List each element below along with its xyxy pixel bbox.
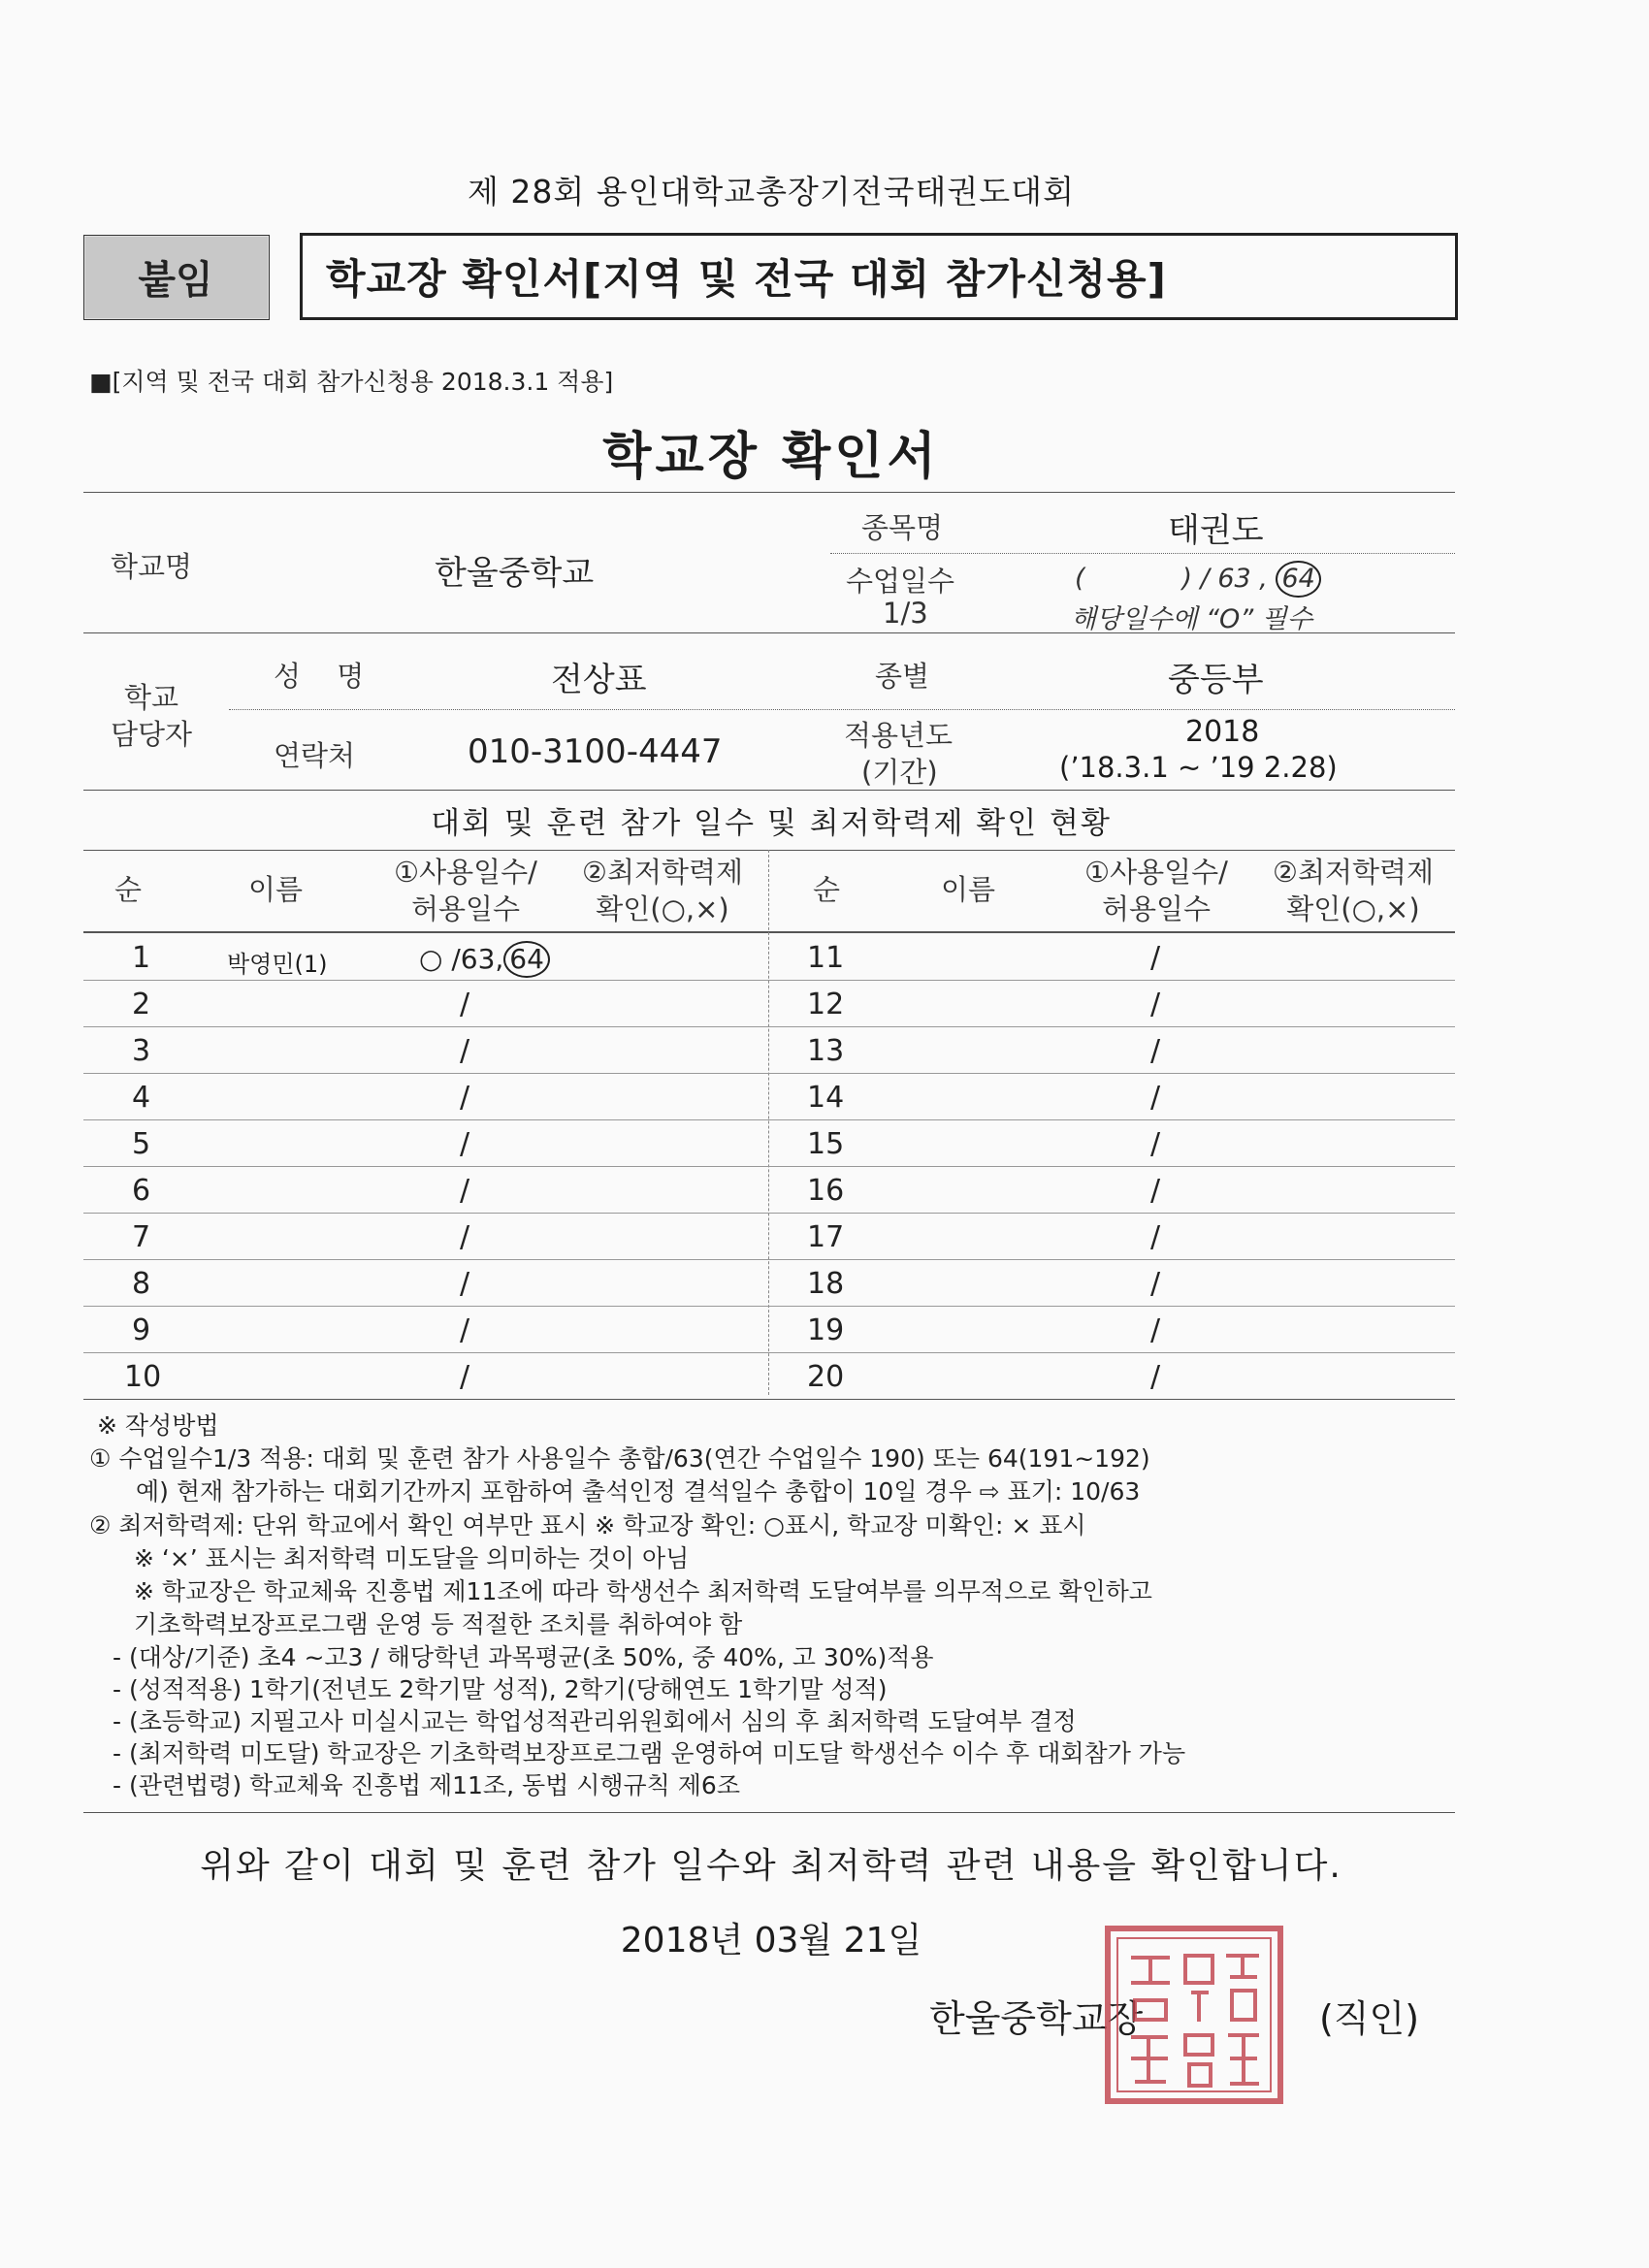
col-days-right: [1059, 854, 1253, 927]
info-line-manager: [229, 709, 1455, 710]
row-days-right: /: [1150, 1220, 1161, 1254]
confirm-statement: 위와 같이 대회 및 훈련 참가 일수와 최저학력 관련 내용을 확인합니다.: [200, 1846, 1342, 1886]
col-name-right: 이름: [941, 873, 996, 906]
row-days-left-value: /: [460, 1313, 470, 1347]
row-no-right: 15: [807, 1127, 845, 1161]
row-line: [83, 1073, 1455, 1074]
event-name: 태권도: [1168, 511, 1264, 550]
col-no-left: 순: [114, 873, 143, 906]
instruction-line: 기초학력보장프로그램 운영 등 적절한 조치를 취하여야 함: [134, 1610, 743, 1638]
col-min-right: [1251, 854, 1455, 927]
row-no-right: 13: [807, 1034, 845, 1068]
row-no-left: 9: [132, 1313, 151, 1347]
category-value: 중등부: [1168, 661, 1264, 699]
col-min-right-1: ②최저학력제: [1272, 856, 1435, 889]
row-no-left: 4: [132, 1081, 151, 1115]
footer-line: [83, 1812, 1455, 1813]
row-days-left-value: /: [460, 1034, 470, 1068]
year-label-1: 적용년도: [844, 719, 954, 752]
col-name-left: 이름: [248, 873, 304, 906]
contact-value: 010-3100-4447: [468, 732, 723, 771]
period-value: (’18.3.1 ~ ’19 2.28): [1059, 751, 1338, 784]
seal-inner-border: [1117, 1938, 1271, 2091]
row-days-left: [460, 1313, 469, 1347]
row-no-left: 8: [132, 1267, 151, 1301]
row-no-left: 1: [132, 941, 151, 975]
row-line: [83, 1259, 1455, 1260]
row-no-right: 14: [807, 1081, 845, 1115]
year-value: 2018: [1185, 715, 1260, 749]
row-days-left-value: /: [460, 1174, 470, 1208]
instruction-line: ※ 학교장은 학교체육 진흥법 제11조에 따라 학생선수 최저학력 도달여부를 의무적으로 확인하고: [134, 1577, 1152, 1605]
school-seal: [1102, 1923, 1286, 2107]
row-days-left: [419, 941, 550, 978]
row-days-right: /: [1150, 988, 1161, 1021]
category-label: 종별: [875, 660, 930, 693]
row-no-left: 2: [132, 988, 151, 1021]
row-line: [83, 1166, 1455, 1167]
row-days-left-value: /: [460, 1267, 470, 1301]
seal-note: (직인): [1319, 1997, 1420, 2040]
table-divider: [768, 850, 769, 1395]
col-min-left-1: ②최저학력제: [581, 856, 744, 889]
school-label: 학교명: [111, 550, 193, 583]
attach-label: 붙임: [138, 258, 213, 303]
row-days-left-value: /: [460, 1360, 470, 1394]
instruction-line: 예) 현재 참가하는 대회기간까지 포함하여 출석인정 결석일수 총합이 10일 경우 ⇨ 표기: 10/63: [136, 1477, 1141, 1506]
row-no-right: 16: [807, 1174, 845, 1208]
col-no-right: 순: [813, 873, 841, 906]
row-days-left: [460, 988, 469, 1021]
info-line-event: [830, 553, 1455, 554]
row-line: [83, 1352, 1455, 1353]
doc-title: 학교장 확인서: [602, 428, 940, 486]
row-days-left-value: ○ /63,: [419, 943, 504, 975]
instruction-line: - (성적적용) 1학기(전년도 2학기말 성적), 2학기(당해연도 1학기말 성적): [113, 1675, 888, 1703]
year-label-2: (기간): [861, 756, 938, 789]
instruction-line: - (관련법령) 학교체육 진흥법 제11조, 동법 시행규칙 제6조: [113, 1771, 740, 1799]
name-label: 성 명: [274, 660, 378, 693]
row-line: [83, 1399, 1455, 1400]
row-days-right: /: [1150, 1034, 1161, 1068]
contact-label: 연락처: [274, 739, 356, 772]
row-days-left-value: /: [460, 988, 470, 1021]
row-days-left-value: /: [460, 1081, 470, 1115]
event-label: 종목명: [861, 511, 944, 544]
days-value: [1075, 561, 1321, 598]
col-days-right-2: 허용일수: [1101, 892, 1212, 925]
row-days-left-circled: 64: [503, 941, 550, 978]
issue-date: 2018년 03월 21일: [620, 1921, 922, 1960]
event-title: 제 28회 용인대학교총장기전국태권도대회: [468, 173, 1075, 211]
row-no-right: 18: [807, 1267, 845, 1301]
instruction-line: - (대상/기준) 초4 ~고3 / 해당학년 과목평균(초 50%, 중 40%, 고 30%)적용: [113, 1643, 934, 1671]
row-days-right: /: [1150, 941, 1161, 975]
row-name-left: 박영민(1): [227, 951, 328, 978]
row-days-left: [460, 1360, 469, 1394]
row-days-left: [460, 1127, 469, 1161]
info-bottom-line: [83, 790, 1455, 791]
row-days-left: [460, 1220, 469, 1254]
instruction-line: - (초등학교) 지필고사 미실시교는 학업성적관리위원회에서 심의 후 최저학력 도달여부 결정: [113, 1707, 1077, 1735]
instruction-line: - (최저학력 미도달) 학교장은 기초학력보장프로그램 운영하여 미도달 학생선수 이수 후 대회참가 가능: [113, 1739, 1186, 1767]
table-top-line: [83, 850, 1455, 851]
row-days-left-value: /: [460, 1220, 470, 1254]
days-value-mid: ) / 63 ,: [1181, 564, 1268, 594]
row-line: [83, 1306, 1455, 1307]
row-no-right: 11: [807, 941, 845, 975]
row-days-right: /: [1150, 1127, 1161, 1161]
col-days-right-1: ①사용일수/: [1084, 856, 1228, 889]
col-days-left-1: ①사용일수/: [394, 856, 537, 889]
row-no-right: 12: [807, 988, 845, 1021]
row-line: [83, 1213, 1455, 1214]
row-days-right: /: [1150, 1313, 1161, 1347]
instruction-line: ※ ‘×’ 표시는 최저학력 미도달을 의미하는 것이 아님: [134, 1544, 690, 1572]
name-value: 전상표: [551, 661, 647, 699]
row-days-left: [460, 1174, 469, 1208]
col-min-left-2: 확인(○,×): [596, 892, 729, 925]
row-days-left-value: /: [460, 1127, 470, 1161]
table-header-line: [83, 931, 1455, 933]
col-min-right-2: 확인(○,×): [1286, 892, 1420, 925]
days-value-64: 64: [1276, 561, 1320, 598]
seal-glyphs: [1131, 1956, 1259, 2086]
info-top-line: [83, 492, 1455, 493]
col-min-left: [561, 854, 764, 927]
manager-label-2: 담당자: [111, 718, 193, 751]
row-days-left: [460, 1034, 469, 1068]
row-no-left: 10: [124, 1360, 162, 1394]
row-no-left: 7: [132, 1220, 151, 1254]
days-value-prefix: (: [1075, 564, 1085, 594]
row-days-left: [460, 1081, 469, 1115]
school-name: 한울중학교: [435, 554, 595, 593]
row-no-right: 17: [807, 1220, 845, 1254]
manager-label-1: 학교: [124, 681, 179, 714]
row-no-left: 5: [132, 1127, 151, 1161]
days-label-2: 1/3: [883, 597, 928, 630]
row-line: [83, 1119, 1455, 1120]
section-heading: 대회 및 훈련 참가 일수 및 최저학력제 확인 현황: [431, 806, 1112, 841]
row-days-right: /: [1150, 1174, 1161, 1208]
row-days-right: /: [1150, 1267, 1161, 1301]
days-note: 해당일수에 “O” 필수: [1071, 604, 1312, 634]
row-no-left: 6: [132, 1174, 151, 1208]
instructions-heading: ※ 작성방법: [97, 1411, 219, 1440]
row-line: [83, 980, 1455, 981]
instruction-line: ① 수업일수1/3 적용: 대회 및 훈련 참가 사용일수 총합/63(연간 수업일수 190) 또는 64(191~192): [89, 1444, 1150, 1473]
apply-note: ■[지역 및 전국 대회 참가신청용 2018.3.1 적용]: [89, 368, 614, 396]
col-days-left-2: 허용일수: [410, 892, 521, 925]
row-no-right: 19: [807, 1313, 845, 1347]
row-no-right: 20: [807, 1360, 845, 1394]
row-days-right: /: [1150, 1081, 1161, 1115]
col-days-left: [369, 854, 563, 927]
row-line: [83, 1026, 1455, 1027]
row-days-left: [460, 1267, 469, 1301]
row-no-left: 3: [132, 1034, 151, 1068]
instruction-line: ② 최저학력제: 단위 학교에서 확인 여부만 표시 ※ 학교장 확인: ○표시, 학교장 미확인: × 표시: [89, 1511, 1086, 1539]
days-label-1: 수업일수: [846, 565, 955, 598]
principal-name: 한울중학교장: [929, 1997, 1144, 2040]
row-days-right: /: [1150, 1360, 1161, 1394]
form-title: 학교장 확인서[지역 및 전국 대회 참가신청용]: [326, 255, 1167, 303]
